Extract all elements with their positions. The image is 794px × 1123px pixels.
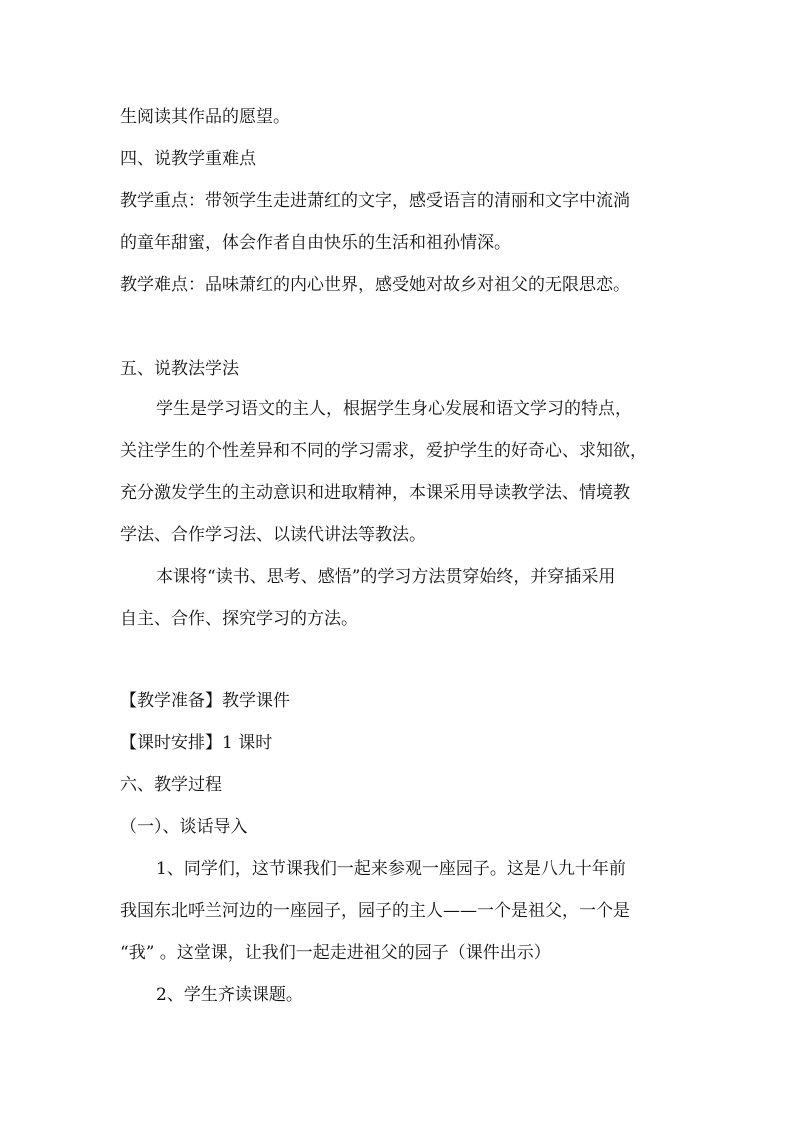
teaching-prep-line: 【教学准备】教学课件 [120, 691, 290, 711]
paragraph-line: 本课将“读书、思考、感悟”的学习方法贯穿始终，并穿插采用 [156, 567, 616, 587]
paragraph-line: 充分激发学生的主动意识和进取精神，本课采用导读教学法、情境教 [120, 483, 630, 503]
paragraph-line: 生阅读其作品的愿望。 [120, 107, 290, 127]
paragraph-line: 学法、合作学习法、以读代讲法等教法。 [120, 525, 426, 545]
paragraph-line: 教学重点：带领学生走进萧红的文字，感受语言的清丽和文字中流淌 [120, 191, 630, 211]
paragraph-line: 学生是学习语文的主人，根据学生身心发展和语文学习的特点， [156, 399, 632, 419]
paragraph-line: 关注学生的个性差异和不同的学习需求，爱护学生的好奇心、求知欲， [120, 441, 647, 461]
paragraph-line: 自主、合作、探究学习的方法。 [120, 609, 358, 629]
paragraph-line: 教学难点：品味萧红的内心世界，感受她对故乡对祖父的无限思恋。 [120, 275, 630, 295]
paragraph-line: “我” 。这堂课，让我们一起走进祖父的园子（课件出示） [120, 943, 551, 963]
paragraph-line: 我国东北呼兰河边的一座园子，园子的主人——一个是祖父，一个是 [120, 901, 630, 921]
paragraph-line: 2、学生齐读课题。 [156, 985, 303, 1005]
section-heading: 六、教学过程 [120, 775, 222, 795]
paragraph-line: 1、同学们，这节课我们一起来参观一座园子。这是八九十年前 [156, 859, 626, 879]
subsection-heading: （一）、谈话导入 [120, 817, 248, 837]
section-heading: 四、说教学重难点 [120, 149, 256, 169]
paragraph-line: 的童年甜蜜，体会作者自由快乐的生活和祖孙情深。 [120, 233, 511, 253]
section-heading: 五、说教法学法 [120, 359, 239, 379]
schedule-line: 【课时安排】1 课时 [120, 733, 273, 753]
